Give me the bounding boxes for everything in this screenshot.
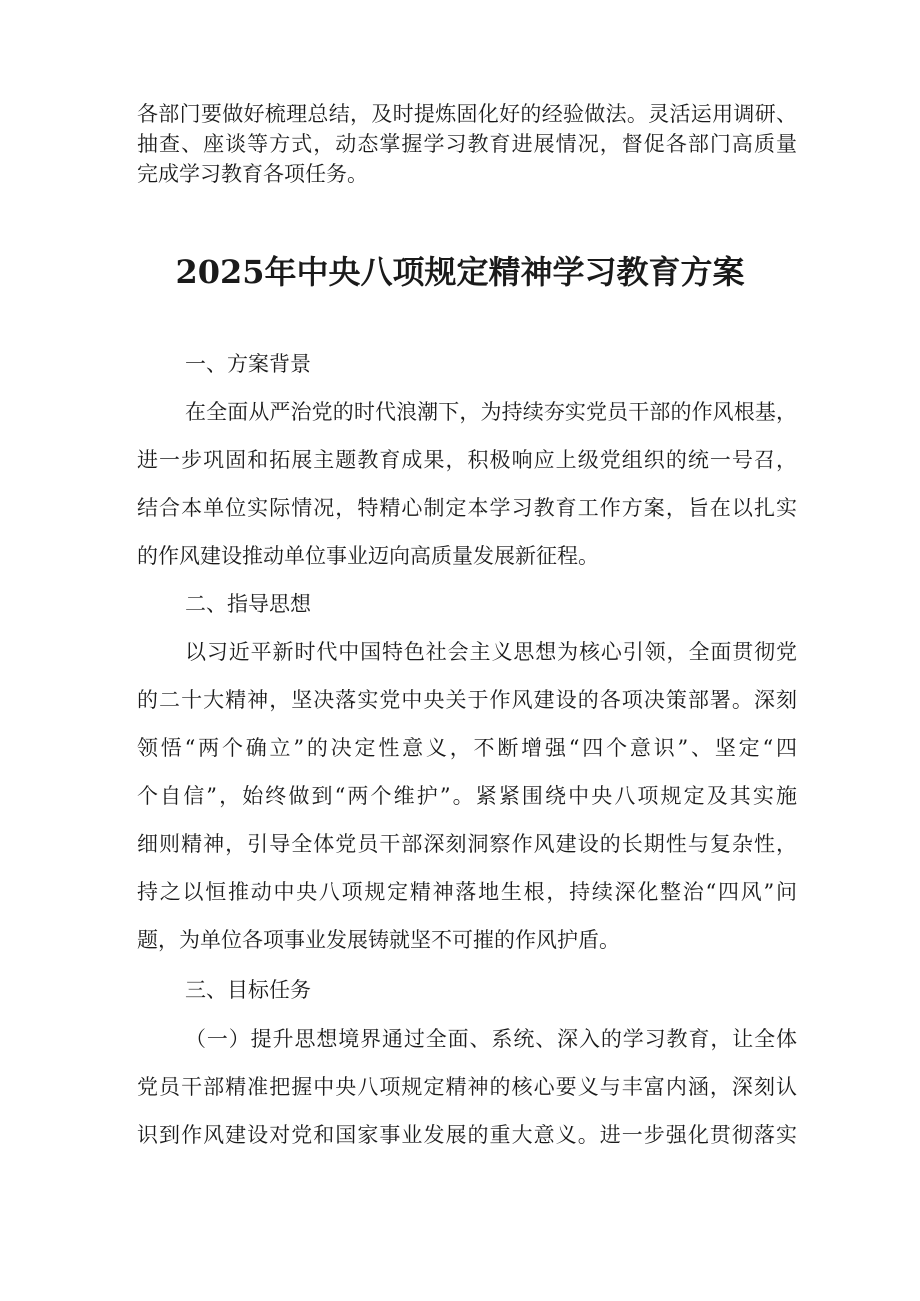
section-1-line-1: 在全面从严治党的时代浪潮下，为持续夯实党员干部的作风根基， [185,400,797,424]
intro-line-1: 各部门要做好梳理总结，及时提炼固化好的经验做法。灵活运用调研、 [137,102,797,126]
section-2-line-5: 细则精神，引导全体党员干部深刻洞察作风建设的长期性与复杂性， [137,832,797,856]
document-title: 2025年中央八项规定精神学习教育方案 [175,253,745,291]
intro-line-3: 完成学习教育各项任务。 [137,162,368,186]
section-1-heading: 一、方案背景 [185,352,311,376]
intro-line-2: 抽查、座谈等方式，动态掌握学习教育进展情况，督促各部门高质量 [137,132,797,156]
section-1-line-4: 的作风建设推动单位事业迈向高质量发展新征程。 [137,544,599,568]
section-2-line-2: 的二十大精神，坚决落实党中央关于作风建设的各项决策部署。深刻 [137,688,797,712]
section-2-line-1: 以习近平新时代中国特色社会主义思想为核心引领，全面贯彻党 [185,640,797,664]
section-3-heading: 三、目标任务 [185,978,311,1002]
section-2-heading: 二、指导思想 [185,592,311,616]
section-3-line-2: 党员干部精准把握中央八项规定精神的核心要义与丰富内涵，深刻认 [137,1075,797,1099]
section-3-line-3: 识到作风建设对党和国家事业发展的重大意义。进一步强化贯彻落实 [137,1123,797,1147]
section-1-line-3: 结合本单位实际情况，特精心制定本学习教育工作方案，旨在以扎实 [137,496,797,520]
section-3-line-1: （一）提升思想境界通过全面、系统、深入的学习教育，让全体 [185,1027,797,1051]
section-2-line-6: 持之以恒推动中央八项规定精神落地生根，持续深化整治“四风”问 [137,880,797,904]
section-1-line-2: 进一步巩固和拓展主题教育成果，积极响应上级党组织的统一号召， [137,448,797,472]
section-2-line-4: 个自信”，始终做到“两个维护”。紧紧围绕中央八项规定及其实施 [137,784,797,808]
section-2-line-3: 领悟“两个确立”的决定性意义，不断增强“四个意识”、坚定“四 [137,736,797,760]
section-2-line-7: 题，为单位各项事业发展铸就坚不可摧的作风护盾。 [137,928,620,952]
